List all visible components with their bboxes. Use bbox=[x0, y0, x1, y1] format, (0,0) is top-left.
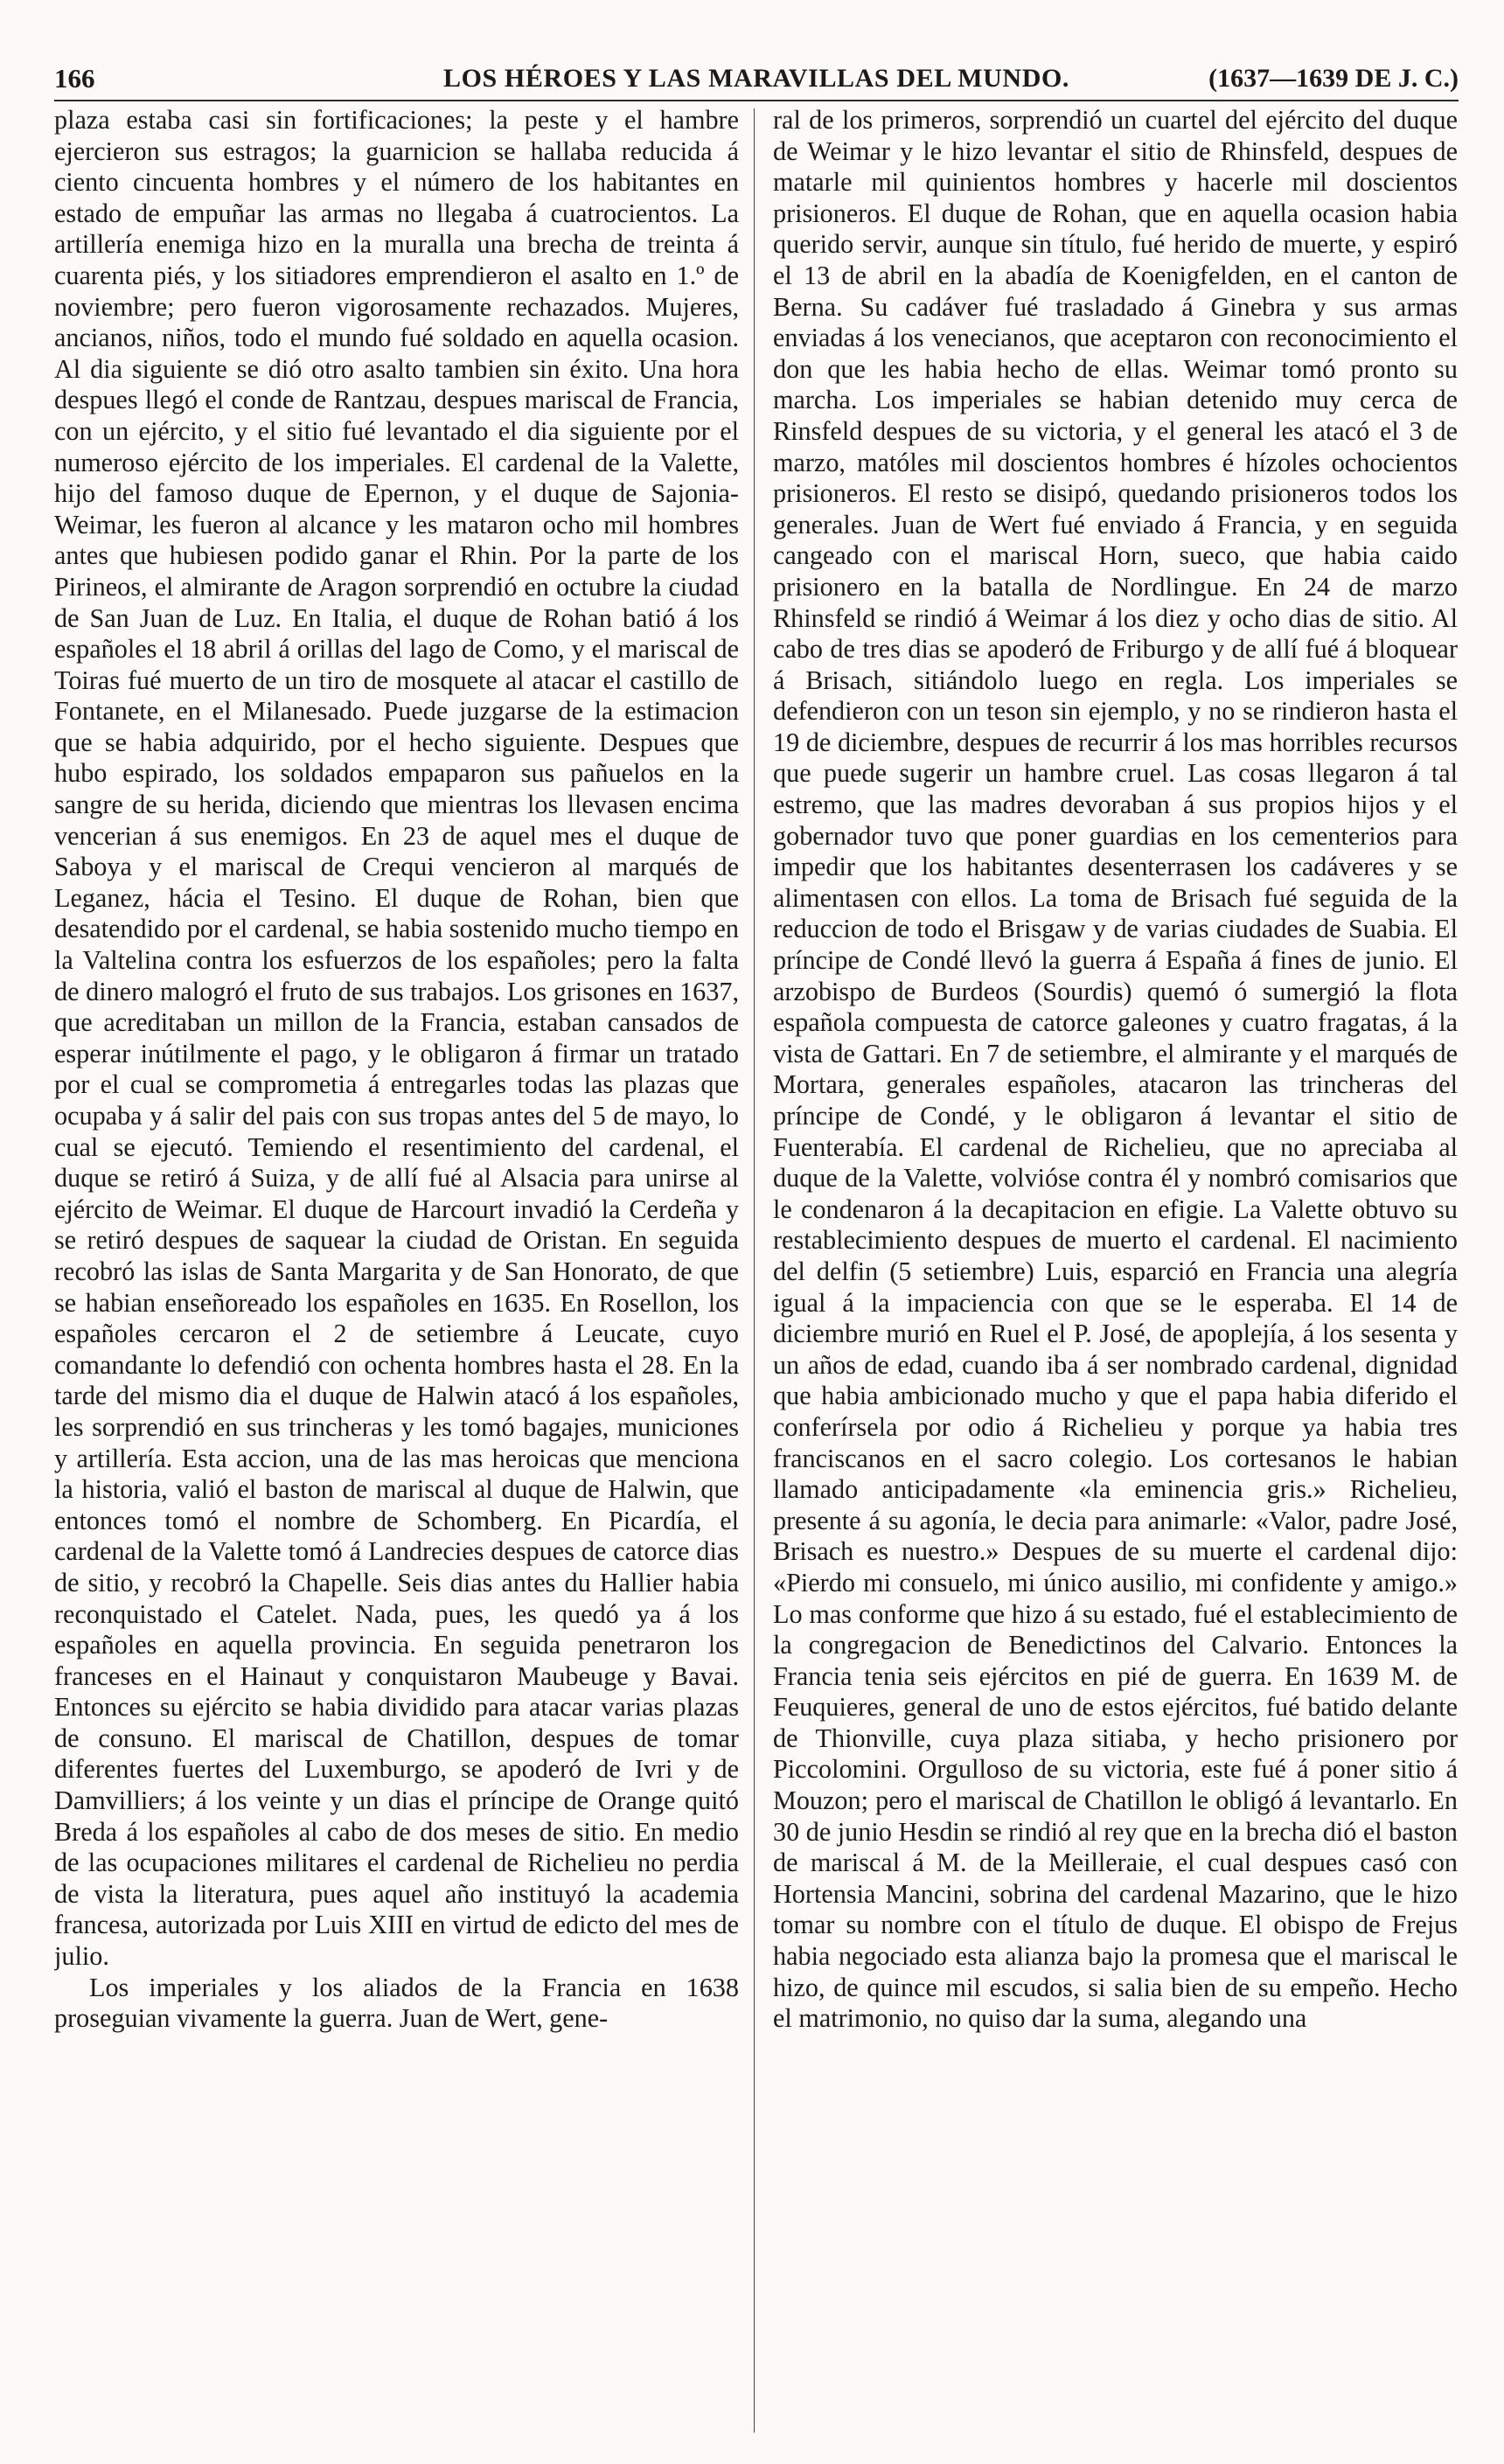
column-divider bbox=[754, 108, 755, 2433]
date-range: (1637—1639 DE J. C.) bbox=[1208, 64, 1459, 93]
right-paragraph-1: ral de los primeros, sorprendió un cuartel del ejército del duque de Weimar y le hizo levantar el sitio de Rhinsfeld, despues de matarle mil quinientos hombres y hacerle mil doscientos prisioneros. El duque de Rohan, que en aquella ocasion habia querido servir, aunque sin título, fué herido de muerte, y espiró el 13 de abril en la abadía de Koenigfelden, en el canton de Berna. Su cadáver fué trasladado á Ginebra y sus armas enviadas á los venecianos, que aceptaron con reconocimiento el don que les habia hecho de ellas. Weimar tomó pronto su marcha. Los imperiales se habian detenido muy cerca de Rinsfeld despues de su victoria, y el general les atacó el 3 de marzo, matóles mil doscientos hombres é hízoles ochocientos prisioneros. El resto se disipó, quedando prisioneros todos los generales. Juan de Wert fué enviado á Francia, y en seguida cangeado con el mariscal Horn, sueco, que habia caido prisionero en la batalla de Nordlingue. En 24 de marzo Rhinsfeld se rindió á Weimar á los diez y ocho dias de sitio. Al cabo de tres dias se apoderó de Friburgo y de allí fué á bloquear á Brisach, sitiándolo luego en regla. Los imperiales se defendieron con un teson sin ejemplo, y no se rindieron hasta el 19 de diciembre, despues de recurrir á los mas horribles recursos que puede sugerir un hambre cruel. Las cosas llegaron á tal estremo, que las madres devoraban á sus propios hijos y el gobernador tuvo que poner guardias en los cementerios para impedir que los habitantes desenterrasen los cadáveres y se alimentasen con ellos. La toma de Brisach fué seguida de la reduccion de todo el Brisgaw y de varias ciudades de Suabia. El príncipe de Condé llevó la guerra á España á fines de junio. El arzobispo de Burdeos (Sourdis) quemó ó sumergió la flota española compuesta de catorce galeones y cuatro fragatas, á la vista de Gattari. En 7 de setiembre, el almirante y el marqués de Mortara, generales españoles, atacaron las trincheras del príncipe de Condé, y le obligaron á levantar el sitio de Fuenterabía. El cardenal de Richelieu, que no apreciaba al duque de la Valette, volvióse contra él y nombró comisarios que le condenaron á la decapitacion en efigie. La Valette obtuvo su restablecimiento despues de muerto el cardenal. El nacimiento del delfin (5 setiembre) Luis, esparció en Francia una alegría igual á la impaciencia con que se le esperaba. El 14 de diciembre murió en Ruel el P. José, de apoplejía, á los sesenta y un años de edad, cuando iba á ser nombrado cardenal, dignidad que habia ambicionado mucho y que el papa habia diferido el conferírsela por odio á Richelieu y porque ya habia tres franciscanos en el sacro colegio. Los cortesanos le habian llamado anticipadamente «la eminencia gris.» Richelieu, presente á su agonía, le decia para animarle: «Valor, padre José, Brisach es nuestro.» Despues de su muerte el cardenal dijo: «Pierdo mi consuelo, mi único ausilio, mi confidente y amigo.» Lo mas conforme que hizo á su estado, fué el establecimiento de la congregacion de Benedictinos del Calvario. Entonces la Francia tenia seis ejércitos en pié de guerra. En 1639 M. de Feuquieres, general de uno de estos ejércitos, fué batido delante de Thionville, cuya plaza sitiaba, y hecho prisionero por Piccolomini. Orgulloso de su victoria, este fué á poner sitio á Mouzon; pero el mariscal de Chatillon le obligó á levantarlo. En 30 de junio Hesdin se rindió al rey que en la brecha dió el baston de mariscal á M. de la Meilleraie, el cual despues casó con Hortensia Mancini, sobrina del cardenal Mazarino, que le hizo tomar su nombre con el título de duque. El obispo de Frejus habia negociado esta alianza bajo la promesa que el mariscal le hizo, de quince mil escudos, si salia bien de su empeño. Hecho el matrimonio, no quiso dar la suma, alegando una bbox=[773, 105, 1458, 2034]
left-paragraph-2: Los imperiales y los aliados de la Francia en 1638 proseguian vivamente la guerra. Juan de Wert, gene- bbox=[54, 1972, 739, 2034]
right-column bbox=[773, 105, 1458, 2434]
left-paragraph-1: plaza estaba casi sin fortificaciones; la peste y el hambre ejercieron sus estragos; la guarnicion se hallaba reducida á ciento cincuenta hombres y el número de los habitantes en estado de empuñar las armas no llegaba á cuatrocientos. La artillería enemiga hizo en la muralla una brecha de treinta á cuarenta piés, y los sitiadores emprendieron el asalto en 1.º de noviembre; pero fueron vigorosamente rechazados. Mujeres, ancianos, niños, todo el mundo fué soldado en aquella ocasion. Al dia siguiente se dió otro asalto tambien sin éxito. Una hora despues llegó el conde de Rantzau, despues mariscal de Francia, con un ejército, y el sitio fué levantado el dia siguiente por el numeroso ejército de los imperiales. El cardenal de la Valette, hijo del famoso duque de Epernon, y el duque de Sajonia-Weimar, les fueron al alcance y les mataron ocho mil hombres antes que hubiesen podido ganar el Rhin. Por la parte de los Pirineos, el almirante de Aragon sorprendió en octubre la ciudad de San Juan de Luz. En Italia, el duque de Rohan batió á los españoles el 18 abril á orillas del lago de Como, y el mariscal de Toiras fué muerto de un tiro de mosquete al atacar el castillo de Fontanete, en el Milanesado. Puede juzgarse de la estimacion que se habia adquirido, por el hecho siguiente. Despues que hubo espirado, los soldados empaparon sus pañuelos en la sangre de su herida, diciendo que mientras los llevasen encima vencerian á sus enemigos. En 23 de aquel mes el duque de Saboya y el mariscal de Crequi vencieron al marqués de Leganez, hácia el Tesino. El duque de Rohan, bien que desatendido por el cardenal, se habia sostenido mucho tiempo en la Valtelina contra los esfuerzos de los españoles; pero la falta de dinero malogró el fruto de sus trabajos. Los grisones en 1637, que acreditaban un millon de la Francia, estaban cansados de esperar inútilmente el pago, y le obligaron á firmar un tratado por el cual se comprometia á entregarles todas las plazas que ocupaba y á salir del pais con sus tropas antes del 5 de mayo, lo cual se ejecutó. Temiendo el resentimiento del cardenal, el duque se retiró á Suiza, y de allí fué al Alsacia para unirse al ejército de Weimar. El duque de Harcourt invadió la Cerdeña y se retiró despues de saquear la ciudad de Oristan. En seguida recobró las islas de Santa Margarita y de San Honorato, de que se habian enseñoreado los españoles en 1635. En Rosellon, los españoles cercaron el 2 de setiembre á Leucate, cuyo comandante lo defendió con ochenta hombres hasta el 28. En la tarde del mismo dia el duque de Halwin atacó á los españoles, les sorprendió en sus trincheras y les tomó bagajes, municiones y artillería. Esta accion, una de las mas heroicas que menciona la historia, valió el baston de mariscal al duque de Halwin, que entonces tomó el nombre de Schomberg. En Picardía, el cardenal de la Valette tomó á Landrecies despues de catorce dias de sitio, y recobró la Chapelle. Seis dias antes du Hallier habia reconquistado el Catelet. Nada, pues, les quedó ya á los españoles en aquella provincia. En seguida penetraron los franceses en el Hainaut y conquistaron Maubeuge y Bavai. Entonces su ejército se habia dividido para atacar varias plazas de consuno. El mariscal de Chatillon, despues de tomar diferentes fuertes del Luxemburgo, se apoderó de Ivri y de Damvilliers; á los veinte y un dias el príncipe de Orange quitó Breda á los españoles al cabo de dos meses de sitio. En medio de las ocupaciones militares el cardenal de Richelieu no perdia de vista la literatura, pues aquel año instituyó la academia francesa, autorizada por Luis XIII en virtud de edicto del mes de julio. bbox=[54, 105, 739, 1972]
book-title: LOS HÉROES Y LAS MARAVILLAS DEL MUNDO. bbox=[443, 64, 1069, 93]
left-column bbox=[54, 105, 739, 2434]
running-head bbox=[54, 58, 1459, 101]
page-number: 166 bbox=[54, 63, 95, 94]
